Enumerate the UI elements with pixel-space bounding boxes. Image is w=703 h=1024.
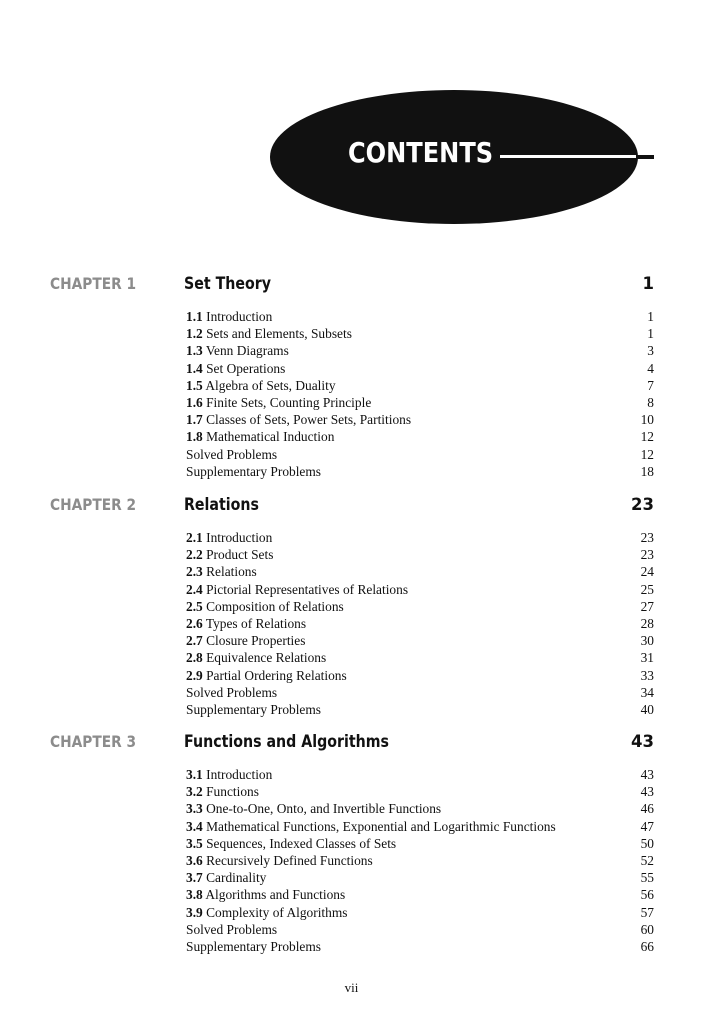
section-page: 12 <box>640 429 654 445</box>
toc-entry[interactable] <box>186 835 654 852</box>
toc-entry[interactable] <box>186 783 654 800</box>
toc-entry[interactable] <box>186 546 654 563</box>
toc-entry[interactable] <box>186 325 654 342</box>
toc-entry[interactable] <box>186 563 654 580</box>
section-number: 3.9 <box>186 904 203 920</box>
section-title: Relations <box>206 564 257 580</box>
section-number: 3.2 <box>186 784 203 800</box>
page-number: vii <box>344 980 359 995</box>
toc-entry[interactable] <box>186 766 654 783</box>
section-title: Equivalence Relations <box>206 650 327 666</box>
section-number: 2.6 <box>186 615 203 631</box>
toc-entry[interactable] <box>186 615 654 632</box>
chapter-label: CHAPTER 2 <box>50 495 137 514</box>
section-page: 47 <box>640 818 654 834</box>
section-page: 1 <box>647 309 654 324</box>
toc-entry[interactable] <box>186 598 654 615</box>
toc-entry[interactable] <box>186 342 654 359</box>
toc-entry[interactable] <box>186 632 654 649</box>
toc-entry[interactable] <box>186 649 654 666</box>
section-page: 23 <box>640 530 654 545</box>
section-number: 2.7 <box>186 633 203 649</box>
section-title: Classes of Sets, Power Sets, Partitions <box>206 412 412 428</box>
section-number: 1.1 <box>186 309 203 324</box>
section-title: Set Operations <box>206 360 286 376</box>
chapter-title[interactable]: Set Theory <box>184 274 271 293</box>
toc-entry[interactable] <box>186 581 654 598</box>
toc-entry[interactable] <box>186 800 654 817</box>
chapter-page: 23 <box>631 495 654 514</box>
chapter-label: CHAPTER 1 <box>50 274 137 293</box>
toc-entry[interactable] <box>186 394 654 411</box>
section-page: 46 <box>640 801 654 817</box>
toc-entry[interactable] <box>186 411 654 428</box>
section-title: One-to-One, Onto, and Invertible Functions <box>206 801 442 817</box>
section-page: 18 <box>640 463 654 479</box>
section-number: 3.7 <box>186 870 203 886</box>
section-title: Sequences, Indexed Classes of Sets <box>206 835 397 851</box>
section-title: Mathematical Induction <box>206 429 335 445</box>
section-title: Supplementary Problems <box>186 701 322 717</box>
chapter-title[interactable]: Functions and Algorithms <box>184 732 390 751</box>
chapter-entries <box>186 308 654 480</box>
section-page: 57 <box>640 904 654 920</box>
page-title: CONTENTS <box>348 136 494 169</box>
toc-entry[interactable] <box>186 428 654 445</box>
section-number: 1.3 <box>186 343 203 359</box>
section-number: 1.5 <box>186 377 203 393</box>
section-title: Complexity of Algorithms <box>206 904 348 920</box>
toc-entry[interactable] <box>186 904 654 921</box>
section-title: Types of Relations <box>205 615 307 631</box>
section-title: Sets and Elements, Subsets <box>206 326 352 342</box>
section-title: Functions <box>206 784 259 800</box>
section-page: 40 <box>640 701 654 717</box>
section-title: Algorithms and Functions <box>205 887 346 903</box>
toc-entry[interactable] <box>186 684 654 701</box>
chapter-title[interactable]: Relations <box>184 495 259 514</box>
section-page: 7 <box>647 377 654 393</box>
section-number: 2.1 <box>186 530 203 545</box>
chapter-page: 1 <box>642 274 654 293</box>
section-title: Venn Diagrams <box>205 343 289 359</box>
toc-entry[interactable] <box>186 308 654 325</box>
section-number: 2.5 <box>186 598 203 614</box>
section-title: Solved Problems <box>186 921 278 937</box>
toc-entry[interactable] <box>186 360 654 377</box>
toc-entry[interactable] <box>186 921 654 938</box>
toc-entry[interactable] <box>186 377 654 394</box>
section-page: 12 <box>640 446 654 462</box>
section-page: 8 <box>647 394 654 410</box>
section-number: 1.4 <box>186 360 203 376</box>
section-page: 34 <box>640 684 654 700</box>
section-number: 2.3 <box>186 564 203 580</box>
section-title: Finite Sets, Counting Principle <box>206 394 372 410</box>
section-title: Supplementary Problems <box>186 938 322 954</box>
section-number: 3.8 <box>186 887 203 903</box>
section-title: Supplementary Problems <box>186 463 322 479</box>
section-title: Solved Problems <box>186 684 278 700</box>
section-title: Mathematical Functions, Exponential and Logarithmic Functions <box>206 818 556 834</box>
section-number: 2.2 <box>186 547 203 563</box>
section-page: 1 <box>647 326 654 342</box>
section-page: 10 <box>640 412 654 428</box>
section-title: Pictorial Representatives of Relations <box>206 581 409 597</box>
section-number: 2.8 <box>186 650 203 666</box>
chapter-label: CHAPTER 3 <box>50 732 137 751</box>
section-title: Algebra of Sets, Duality <box>205 377 336 393</box>
section-page: 55 <box>640 870 654 886</box>
section-title: Introduction <box>206 530 273 545</box>
toc-entry[interactable] <box>186 818 654 835</box>
section-number: 3.6 <box>186 852 203 868</box>
section-title: Closure Properties <box>206 633 306 649</box>
title-rule-outer <box>636 155 654 159</box>
section-number: 3.3 <box>186 801 203 817</box>
section-page: 60 <box>640 921 654 937</box>
section-title: Introduction <box>206 309 273 324</box>
section-number: 3.5 <box>186 835 203 851</box>
section-page: 4 <box>647 360 654 376</box>
section-page: 56 <box>640 887 654 903</box>
section-number: 2.9 <box>186 667 203 683</box>
section-number: 1.7 <box>186 412 203 428</box>
chapter-page: 43 <box>631 732 654 751</box>
section-page: 3 <box>647 343 654 359</box>
section-page: 50 <box>640 835 654 851</box>
section-number: 2.4 <box>186 581 203 597</box>
section-number: 3.1 <box>186 767 203 782</box>
toc-entry[interactable] <box>186 869 654 886</box>
section-title: Solved Problems <box>186 446 278 462</box>
toc-entry[interactable] <box>186 886 654 903</box>
section-page: 24 <box>640 564 654 580</box>
section-number: 3.4 <box>186 818 203 834</box>
toc-entry[interactable] <box>186 529 654 546</box>
section-title: Introduction <box>206 767 273 782</box>
section-page: 66 <box>640 938 654 954</box>
toc-entry[interactable] <box>186 701 654 718</box>
section-page: 33 <box>640 667 654 683</box>
section-page: 31 <box>640 650 654 666</box>
section-page: 52 <box>640 852 654 868</box>
chapter-entries <box>186 766 654 955</box>
section-page: 27 <box>640 598 654 614</box>
section-title: Product Sets <box>206 547 274 563</box>
toc-entry[interactable] <box>186 667 654 684</box>
chapter-entries <box>186 529 654 718</box>
section-page: 25 <box>640 581 654 597</box>
toc-entry[interactable] <box>186 852 654 869</box>
title-rule-inner <box>500 155 638 158</box>
section-number: 1.2 <box>186 326 203 342</box>
section-page: 43 <box>640 767 654 782</box>
section-title: Recursively Defined Functions <box>206 852 373 868</box>
toc-entry[interactable] <box>186 938 654 955</box>
section-title: Cardinality <box>206 870 267 886</box>
section-page: 23 <box>640 547 654 563</box>
toc-entry[interactable] <box>186 463 654 480</box>
section-page: 28 <box>640 615 654 631</box>
section-page: 43 <box>640 784 654 800</box>
section-number: 1.6 <box>186 394 203 410</box>
section-title: Partial Ordering Relations <box>206 667 347 683</box>
section-title: Composition of Relations <box>206 598 344 614</box>
section-number: 1.8 <box>186 429 203 445</box>
toc-entry[interactable] <box>186 446 654 463</box>
section-page: 30 <box>640 633 654 649</box>
